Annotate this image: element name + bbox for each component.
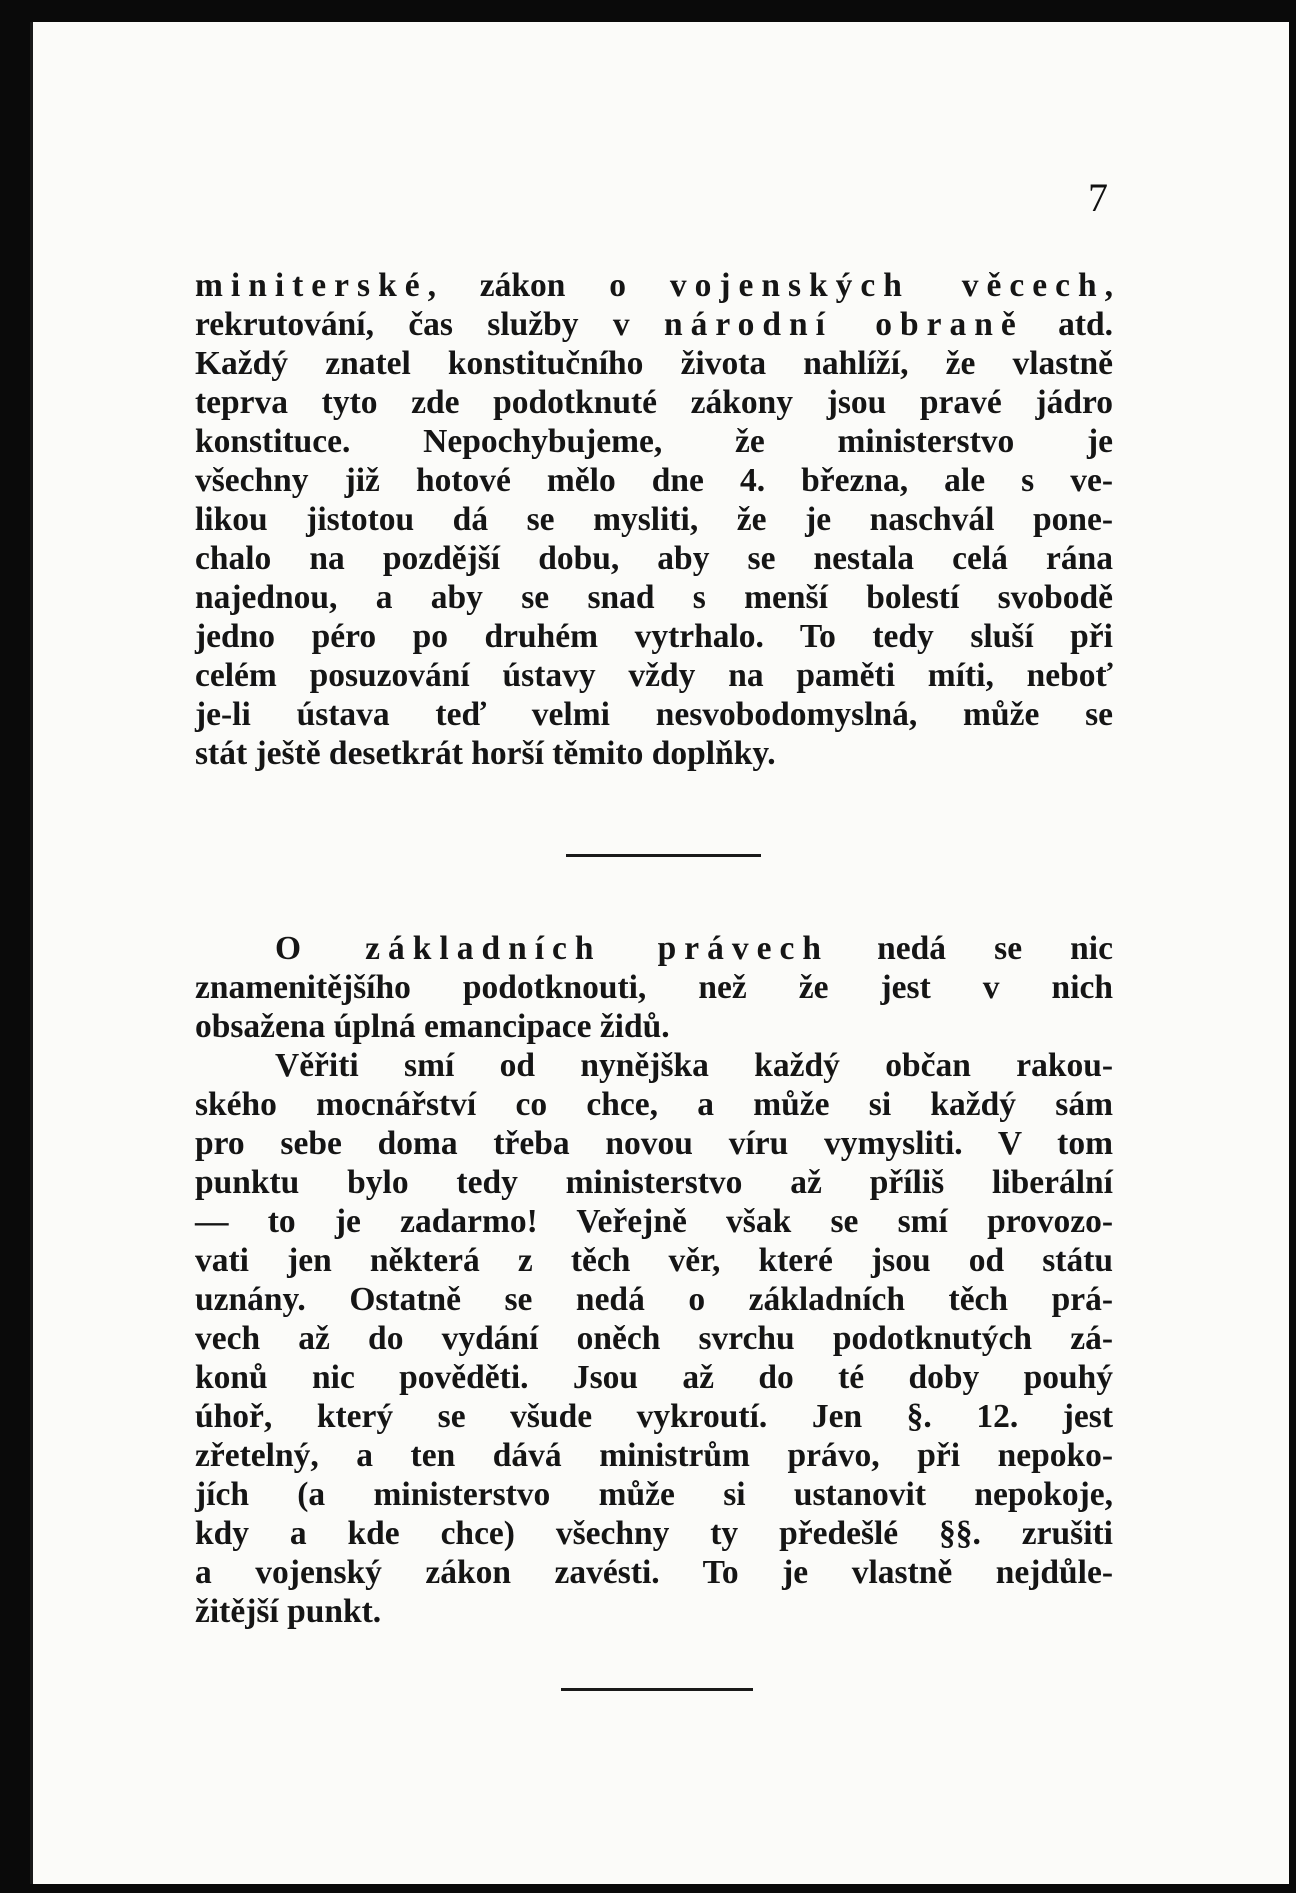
text-line: je-li ústava teď velmi nesvobodomyslná, může se [195,696,1113,733]
text-line: uznány. Ostatně se nedá o základních těch prá- [195,1281,1113,1318]
paragraph-fundamental-rights [195,929,1113,1631]
text-line: teprva tyto zde podotknuté zákony jsou pravé jádro [195,384,1113,421]
spaced-term: O základních právech [275,930,830,967]
section-separator [561,1688,753,1691]
paragraph-constitution-laws [195,266,1113,773]
text-line: likou jistotou dá se mysliti, že je naschvál pone- [195,501,1113,538]
text-line: jích (a ministerstvo může si ustanovit nepokoje, [195,1476,1113,1513]
text-line: úhoř, který se všude vykroutí. Jen §. 12. jest [195,1398,1113,1435]
page-number: 7 [1088,175,1108,220]
text-fragment: , [1104,267,1113,304]
text-line [195,305,1113,344]
spaced-term: miniterské [195,267,428,304]
text-line: kdy a kde chce) všechny ty předešlé §§. zrušiti [195,1515,1113,1552]
text-fragment: atd. [1023,306,1113,343]
book-page [30,22,1289,1884]
text-fragment: rekrutování, čas služby v [195,306,664,343]
text-line: Věřiti smí od nynějška každý občan rakou- [275,1047,1113,1084]
text-line: — to je zadarmo! Veřejně však se smí provozo- [195,1203,1113,1240]
text-line: konstituce. Nepochybujeme, že ministerstvo je [195,423,1113,460]
text-fragment: nedá se nic [829,930,1113,967]
text-line: znamenitějšího podotknouti, než že jest v nich [195,969,1113,1006]
text-line: žitější punkt. [195,1593,382,1630]
text-line: pro sebe doma třeba novou víru vymysliti. V tom [195,1125,1113,1162]
text-fragment: , zákon o [427,267,670,304]
text-line: zřetelný, a ten dává ministrům právo, při nepoko- [195,1437,1113,1474]
text-line: chalo na pozdější dobu, aby se nestala celá rána [195,540,1113,577]
text-line: stát ještě desetkrát horší těmito doplňky. [195,735,776,772]
section-separator [566,854,761,857]
text-line: vati jen některá z těch věr, které jsou od státu [195,1242,1113,1279]
text-line: konů nic pověděti. Jsou až do té doby pouhý [195,1359,1113,1396]
text-line: ského mocnářství co chce, a může si každý sám [195,1086,1113,1123]
text-line: a vojenský zákon zavésti. To je vlastně nejdůle- [195,1554,1113,1591]
text-line: všechny již hotové mělo dne 4. března, ale s ve- [195,462,1113,499]
spaced-term: vojenských věcech [669,267,1105,304]
text-line: vech až do vydání oněch svrchu podotknutých zá- [195,1320,1113,1357]
spaced-term: národní obraně [663,306,1024,343]
text-line: celém posuzování ústavy vždy na paměti míti, neboť [195,657,1113,694]
text-line: obsažena úplná emancipace židů. [195,1008,670,1045]
text-line [195,929,1113,968]
text-line [195,266,1113,305]
text-line: Každý znatel konstitučního života nahlíží, že vlastně [195,345,1113,382]
text-line: punktu bylo tedy ministerstvo až příliš liberální [195,1164,1113,1201]
text-line: najednou, a aby se snad s menší bolestí svobodě [195,579,1113,616]
text-line: jedno péro po druhém vytrhalo. To tedy sluší při [195,618,1113,655]
